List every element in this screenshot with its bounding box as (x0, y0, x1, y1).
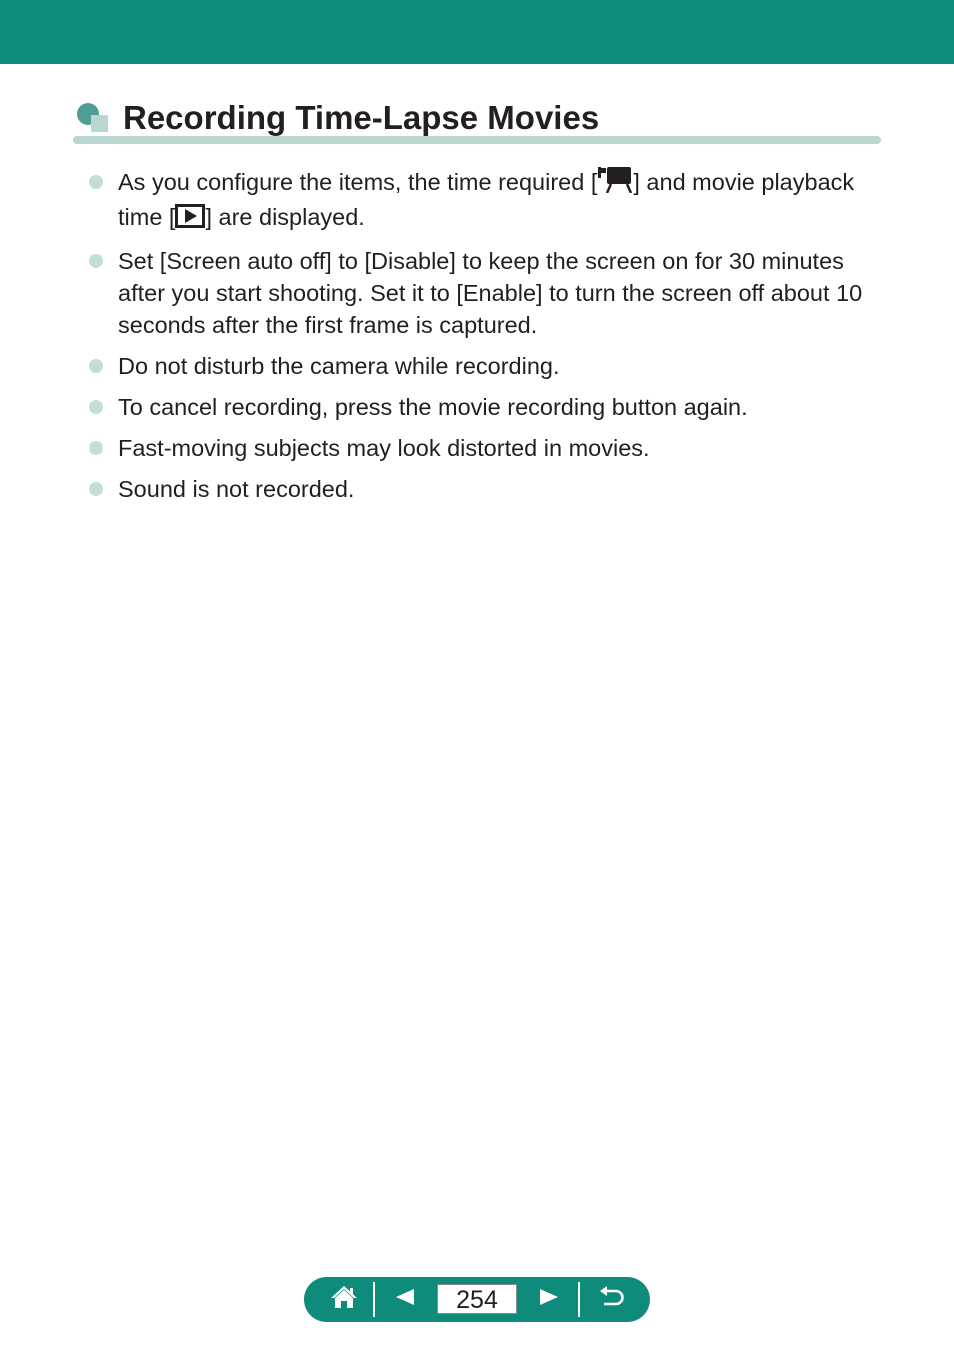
page-number: 254 (437, 1284, 517, 1314)
bullet-dot (89, 254, 103, 268)
movie-camera-icon (597, 167, 633, 201)
list-item (88, 166, 878, 236)
list-item (88, 350, 878, 382)
bullet-text: Do not disturb the camera while recording. (118, 353, 560, 379)
home-button[interactable] (318, 1277, 370, 1322)
bullet-text: To cancel recording, press the movie recording button again. (118, 394, 748, 420)
bullet-dot (89, 400, 103, 414)
bullet-text: Sound is not recorded. (118, 476, 355, 502)
bullet-dot (89, 482, 103, 496)
nav-divider (578, 1282, 580, 1317)
next-page-icon (539, 1288, 559, 1311)
bullet-dot (89, 359, 103, 373)
list-item (88, 245, 878, 341)
top-bar (0, 0, 954, 64)
heading-rule (73, 136, 881, 144)
bullet-list (88, 166, 878, 514)
next-page-button[interactable] (526, 1277, 572, 1322)
playback-icon (175, 204, 205, 236)
list-item (88, 432, 878, 464)
return-button[interactable] (586, 1277, 638, 1322)
home-icon (330, 1285, 358, 1314)
bullet-text: ] are displayed. (205, 204, 365, 230)
nav-divider (373, 1282, 375, 1317)
heading-square-icon (91, 115, 108, 132)
return-icon (599, 1286, 625, 1313)
previous-page-icon (395, 1288, 415, 1311)
page-navigation (304, 1277, 650, 1322)
page-title: Recording Time-Lapse Movies (123, 99, 600, 136)
bullet-text: Fast-moving subjects may look distorted in movies. (118, 435, 650, 461)
bullet-text: Set [Screen auto off] to [Disable] to keep the screen on for 30 minutes after you start shooting. Set it to [Enable] to turn the screen off about 10 seconds after the first frame is captured. (118, 248, 863, 338)
section-heading (73, 98, 881, 148)
list-item (88, 391, 878, 423)
bullet-dot (89, 175, 103, 189)
bullet-dot (89, 441, 103, 455)
bullet-text: ] and movie playback time [ (118, 169, 855, 230)
previous-page-button[interactable] (382, 1277, 428, 1322)
list-item (88, 473, 878, 505)
bullet-text: As you configure the items, the time required [ (118, 169, 598, 195)
